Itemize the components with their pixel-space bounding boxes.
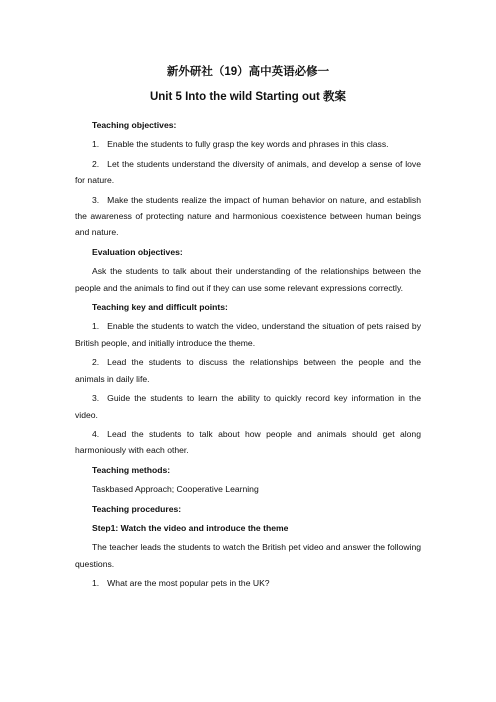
item-text: Let the students understand the diversity of animals, and develop a sense of love for nature. (75, 158, 421, 186)
item-number: 2. (92, 158, 100, 169)
objective-item (75, 136, 421, 152)
question-item (75, 575, 421, 591)
key-point-item (75, 426, 421, 459)
item-number: 1. (92, 321, 100, 332)
teaching-methods-text: Taskbased Approach; Cooperative Learning (92, 484, 259, 495)
item-number: 3. (92, 194, 100, 205)
item-text: Lead the students to discuss the relationships between the people and the animals in daily life. (75, 357, 421, 384)
step1-heading: Step1: Watch the video and introduce the theme (92, 522, 289, 533)
item-number: 1. (92, 139, 100, 150)
evaluation-objectives-text: Ask the students to talk about their understanding of the relationships between the people and the animals to find out if they can use some relevant expressions correctly. (75, 266, 421, 293)
item-text: Make the students realize the impact of human behavior on nature, and establish the awareness of protecting nature and harmonious coexistence between human beings and nature. (75, 194, 421, 238)
key-point-item (75, 354, 421, 387)
teaching-objectives-heading: Teaching objectives: (92, 120, 177, 130)
item-number: 3. (92, 393, 100, 404)
teaching-procedures-heading: Teaching procedures: (92, 503, 182, 514)
key-point-item (75, 390, 421, 423)
document-subtitle: Unit 5 Into the wild Starting out 教案 (149, 91, 347, 103)
step1-text: The teacher leads the students to watch the British pet video and answer the following questions. (75, 542, 421, 569)
key-points-heading: Teaching key and difficult points: (92, 302, 228, 313)
item-number: 1. (92, 578, 100, 589)
item-number: 2. (92, 357, 100, 368)
item-text: Guide the students to learn the ability to quickly record key information in the video. (75, 393, 421, 420)
item-text: Enable the students to watch the video, understand the situation of pets raised by British people, and initially introduce the theme. (75, 321, 421, 348)
item-text: Enable the students to fully grasp the key words and phrases in this class. (107, 139, 389, 150)
evaluation-objectives-heading: Evaluation objectives: (92, 246, 183, 257)
item-text: Lead the students to talk about how people and animals should get along harmoniously with each other. (75, 428, 421, 456)
objective-item (75, 156, 421, 189)
document-title: 新外研社（19）高中英语必修一 (166, 66, 330, 78)
teaching-methods-heading: Teaching methods: (92, 464, 171, 475)
key-point-item (75, 318, 421, 351)
item-number: 4. (92, 428, 100, 439)
objective-item (75, 192, 421, 241)
item-text: What are the most popular pets in the UK? (107, 578, 270, 589)
